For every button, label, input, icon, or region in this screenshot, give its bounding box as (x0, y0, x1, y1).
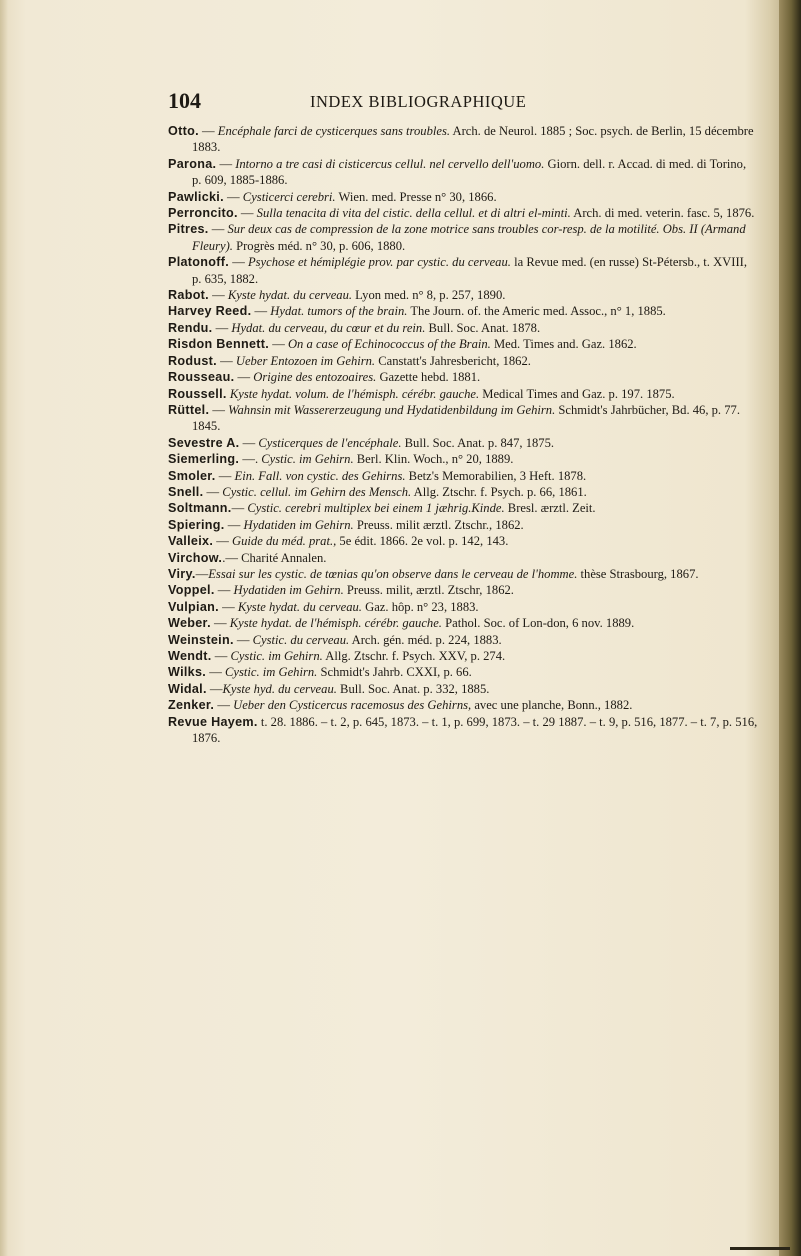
entry-separator: — (269, 337, 288, 352)
entry-author: Siemerling. (168, 452, 240, 467)
entry-author: Revue Hayem. (168, 714, 258, 729)
bibliography-entry (168, 156, 758, 189)
entry-details: Medical Times and Gaz. p. 197. 1875. (479, 386, 675, 401)
entry-author: Pitres. (168, 222, 209, 237)
entry-separator: .— (222, 550, 242, 565)
entry-title: Kyste hyd. du cerveau. (222, 681, 337, 696)
entry-details: Berl. Klin. Woch., n° 20, 1889. (353, 452, 514, 467)
entry-author: Zenker. (168, 698, 215, 713)
entry-separator: — (237, 206, 257, 221)
entry-author: Roussell. (168, 386, 227, 401)
entry-separator: — (206, 665, 225, 680)
entry-separator: — (213, 534, 233, 549)
entry-separator: — (198, 124, 218, 138)
entry-title: Kyste hydat. du cerveau. (227, 288, 353, 303)
entry-details: 5e édit. 1866. 2e vol. p. 142, 143. (336, 534, 509, 549)
bibliography-entry (168, 599, 758, 615)
entry-title: Sur deux cas de compression de la zone motrice sans troubles cor-resp. de la motilité. Obs. II (Armand Fleury). (192, 222, 746, 253)
entry-title: Cystic. cerebri multiplex bei einem 1 jæhrig.Kinde. (247, 501, 505, 516)
entry-details: Allg. Ztschr. f. Psych. p. 66, 1861. (411, 484, 587, 499)
bibliography-entry (168, 189, 758, 205)
entry-separator: —. (239, 452, 262, 467)
entry-separator: — (216, 156, 236, 171)
bibliography-entry (168, 484, 758, 500)
bibliography-entry (168, 123, 758, 156)
entry-details: thèse Strasbourg, 1867. (577, 566, 699, 581)
bibliography-entry (168, 287, 758, 303)
entry-separator: — (233, 632, 253, 647)
entry-title: Hydatiden im Gehirn. (243, 517, 354, 532)
entry-author: Rabot. (168, 288, 209, 303)
entry-author: Sevestre A. (168, 435, 240, 450)
entry-title: Cystic. im Gehirn. (261, 452, 354, 467)
bibliography-entry (168, 353, 758, 369)
bibliography-entry (168, 648, 758, 664)
entry-author: Otto. (168, 124, 199, 138)
entry-details: la Revue med. (en russe) St-Pétersb., t. XVIII, p. 635, 1882. (192, 255, 748, 286)
entry-details: Preuss. milit ærztl. Ztschr., 1862. (353, 517, 524, 532)
entry-separator: — (206, 681, 223, 696)
entry-title: Psychose et hémiplégie prov. par cystic. du cerveau. (247, 255, 511, 270)
entry-title: Essai sur les cystic. de tœnias qu'on observe dans le cerveau de l'homme. (208, 566, 578, 581)
bibliography-entry (168, 500, 758, 516)
running-title: INDEX BIBLIOGRAPHIQUE (310, 92, 527, 111)
entry-separator: — (216, 353, 236, 368)
entry-author: Rüttel. (168, 402, 210, 417)
entry-details: t. 28. 1886. – t. 2, p. 645, 1873. – t. 1, p. 699, 1873. – t. 29 1887. – t. 9, p. 516, 1877. – t. 7, p. 516, 1876. (192, 714, 758, 746)
entry-details: Bull. Soc. Anat. p. 332, 1885. (336, 681, 490, 696)
entry-details: Schmidt's Jahrb. CXXI, p. 66. (317, 665, 472, 680)
entry-details: Schmidt's Jahrbücher, Bd. 46, p. 77. 1845. (192, 402, 740, 434)
bibliography-entry (168, 566, 758, 582)
bibliography-entry (168, 714, 758, 747)
entry-author: Wilks. (168, 665, 207, 680)
bibliography-entry (168, 254, 758, 287)
entry-title: Intorno a tre casi di cisticercus cellul. nel cervello dell'uomo. (235, 156, 545, 171)
entry-separator: — (214, 583, 234, 598)
entry-details: Bull. Soc. Anat. p. 847, 1875. (401, 435, 555, 450)
entry-author: Vulpian. (168, 599, 219, 614)
entry-title: Hydatiden im Gehirn. (233, 583, 344, 598)
entry-author: Spiering. (168, 517, 225, 532)
bibliography-entry (168, 402, 758, 435)
entry-title: Ueber den Cysticercus racemosus des Gehirns, (233, 698, 472, 713)
bibliography-entry (168, 550, 758, 566)
entry-details: Arch. gén. méd. p. 224, 1883. (349, 632, 502, 647)
entry-title: On a case of Echinococcus of the Brain. (287, 337, 491, 352)
entry-separator: — (203, 484, 223, 499)
bibliography-entry (168, 615, 758, 631)
bibliography-entry (168, 386, 758, 402)
bibliography-entry (168, 664, 758, 680)
bibliography-entry (168, 451, 758, 467)
entry-title: Kyste hydat. de l'hémisph. cérébr. gauche. (229, 616, 442, 631)
entry-title: Wahnsin mit Wassererzeugung und Hydatidenbildung im Gehirn. (228, 402, 556, 417)
entry-author: Pawlicki. (168, 189, 224, 204)
page-edge-rule (730, 1247, 790, 1250)
entry-title: Ein. Fall. von cystic. des Gehirns. (234, 468, 406, 483)
entry-title: Cystic. im Gehirn. (224, 665, 318, 680)
entry-details: Charité Annalen. (241, 550, 327, 565)
bibliography-entry (168, 320, 758, 336)
bibliography-entry (168, 681, 758, 697)
bibliography-entry (168, 205, 758, 221)
entry-author: Weber. (168, 616, 211, 631)
entry-details: Progrès méd. n° 30, p. 606, 1880. (232, 238, 406, 253)
entry-separator: — (214, 698, 234, 713)
entry-details: Betz's Memorabilien, 3 Heft. 1878. (405, 468, 587, 483)
entry-details: Arch. de Neurol. 1885 ; Soc. psych. de Berlin, 15 décembre 1883. (192, 124, 754, 155)
bibliography-entry (168, 632, 758, 648)
bibliography-entry (168, 582, 758, 598)
entry-author: Soltmann. (168, 501, 232, 516)
entry-title: Kyste hydat. du cerveau. (237, 599, 362, 614)
entry-author: Parona. (168, 156, 217, 171)
entry-details: Gaz. hôp. n° 23, 1883. (361, 599, 479, 614)
entry-separator: — (215, 468, 235, 483)
entry-title: Hydat. du cerveau, du cœur et du rein. (231, 320, 426, 335)
entry-title: Encéphale farci de cysticerques sans troubles. (217, 124, 451, 138)
entry-details: Allg. Ztschr. f. Psych. XXV, p. 274. (322, 649, 506, 663)
bibliography-entry (168, 697, 758, 713)
entry-title: Cysticerci cerebri. (242, 189, 336, 204)
page-number: 104 (168, 88, 201, 113)
bibliography-list (168, 123, 758, 746)
bibliography-entry (168, 369, 758, 385)
entry-author: Harvey Reed. (168, 304, 252, 319)
entry-title: Cystic. im Gehirn. (230, 649, 323, 663)
entry-separator: — (208, 288, 228, 303)
entry-details: Pathol. Soc. of Lon-don, 6 nov. 1889. (441, 616, 635, 631)
entry-separator: — (231, 501, 248, 516)
entry-separator: — (223, 189, 243, 204)
entry-details: Gazette hebd. 1881. (376, 370, 481, 385)
entry-author: Widal. (168, 681, 207, 696)
entry-details: Giorn. dell. r. Accad. di med. di Torino, p. 609, 1885-1886. (192, 156, 747, 188)
entry-details: avec une planche, Bonn., 1882. (471, 698, 633, 713)
entry-author: Wendt. (168, 649, 212, 663)
entry-separator: — (209, 402, 229, 417)
entry-author: Weinstein. (168, 632, 234, 647)
bibliography-entry (168, 517, 758, 533)
entry-title: Origine des entozoaires. (253, 370, 377, 385)
entry-title: Cystic. cellul. im Gehirn des Mensch. (222, 484, 412, 499)
entry-separator: — (210, 616, 230, 631)
entry-separator: — (208, 222, 228, 237)
page-header (168, 88, 728, 120)
entry-author: Smoler. (168, 468, 216, 483)
entry-author: Valleix. (168, 534, 214, 549)
page-left-edge (0, 0, 8, 1256)
entry-author: Rodust. (168, 353, 217, 368)
entry-details: Bresl. ærztl. Zeit. (504, 501, 596, 516)
entry-details: Wien. med. Presse n° 30, 1866. (335, 189, 497, 204)
entry-title: Kyste hydat. volum. de l'hémisph. cérébr. gauche. (229, 386, 480, 401)
bibliography-entry (168, 336, 758, 352)
bibliography-entry (168, 533, 758, 549)
entry-details: Bull. Soc. Anat. 1878. (425, 320, 541, 335)
bibliography-entry (168, 221, 758, 254)
entry-separator: — (218, 599, 238, 614)
entry-separator: — (239, 435, 259, 450)
bibliography-entry (168, 303, 758, 319)
entry-author: Snell. (168, 484, 204, 499)
entry-details: Med. Times and. Gaz. 1862. (490, 337, 637, 352)
entry-title: Hydat. tumors of the brain. (270, 304, 408, 319)
entry-details: Canstatt's Jahresbericht, 1862. (375, 353, 531, 368)
entry-details: Lyon med. n° 8, p. 257, 1890. (352, 288, 506, 303)
entry-author: Platonoff. (168, 255, 230, 270)
entry-author: Virchow. (168, 550, 223, 565)
entry-separator: — (224, 517, 244, 532)
entry-separator: — (211, 649, 231, 663)
entry-title: Sulla tenacita di vita del cistic. della cellul. et di altri el-minti. (256, 206, 571, 221)
entry-separator: — (234, 370, 254, 385)
entry-title: Ueber Entozoen im Gehirn. (235, 353, 376, 368)
bibliography-entry (168, 468, 758, 484)
entry-separator: — (195, 566, 209, 581)
bibliography-entry (168, 435, 758, 451)
entry-separator: — (229, 255, 248, 270)
entry-author: Rendu. (168, 320, 213, 335)
entry-separator: — (251, 304, 271, 319)
entry-title: Cysticerques de l'encéphale. (258, 435, 402, 450)
entry-title: Cystic. du cerveau. (252, 632, 350, 647)
entry-title: Guide du méd. prat., (232, 534, 337, 549)
entry-separator: — (212, 320, 232, 335)
entry-details: The Journ. of. the Americ med. Assoc., n° 1, 1885. (407, 304, 666, 319)
entry-details: Preuss. milit, ærztl. Ztschr, 1862. (343, 583, 514, 598)
book-binding-edge (779, 0, 801, 1256)
entry-author: Voppel. (168, 583, 215, 598)
entry-author: Risdon Bennett. (168, 337, 270, 352)
entry-details: Arch. di med. veterin. fasc. 5, 1876. (570, 206, 755, 221)
entry-author: Viry. (168, 566, 196, 581)
entry-author: Rousseau. (168, 370, 235, 385)
entry-author: Perroncito. (168, 206, 238, 221)
